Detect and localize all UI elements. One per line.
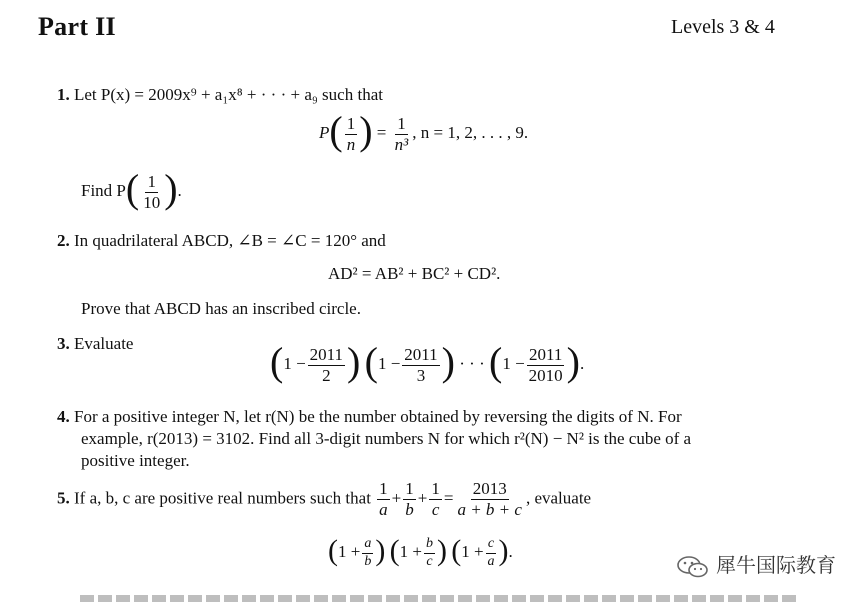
problem-text: , evaluate	[525, 488, 592, 508]
numerator: 1	[147, 171, 156, 191]
paren-open: (	[488, 339, 503, 384]
problem-4-line-1	[57, 407, 682, 427]
paren-close: )	[436, 534, 447, 567]
find-text: Find P	[81, 180, 126, 200]
ellipsis: · · ·	[459, 353, 485, 373]
equals: =	[376, 122, 387, 142]
denominator: 2	[322, 365, 331, 385]
equation-tail: , n = 1, 2, . . . , 9.	[412, 122, 529, 142]
paren-close: )	[498, 534, 509, 567]
numerator: 2011	[309, 344, 344, 364]
fraction	[402, 346, 439, 385]
fraction	[362, 537, 373, 569]
problem-text: Evaluate	[74, 334, 134, 353]
paren-close: )	[441, 339, 455, 384]
levels-label: Levels 3 & 4	[671, 16, 775, 38]
problem-3-statement	[57, 334, 133, 354]
fraction	[345, 115, 358, 154]
term: 1 −	[283, 353, 306, 373]
numerator: a	[362, 537, 373, 554]
problem-2-equation: AD² = AB² + BC² + CD².	[328, 264, 501, 283]
problem-4-line-2: example, r(2013) = 3102. Find all 3-digit numbers N for which r²(N) − N² is the cube of a	[81, 429, 692, 448]
fraction	[141, 173, 162, 212]
fraction	[424, 537, 435, 569]
paren-open: (	[364, 339, 378, 384]
problem-5-product	[328, 536, 513, 570]
problem-2-statement	[57, 231, 386, 251]
denominator: b	[405, 499, 414, 519]
fraction	[308, 346, 345, 385]
cropped-text-line	[80, 590, 800, 602]
problem-4-line-3: positive integer.	[81, 451, 190, 470]
fraction	[429, 480, 442, 519]
equals: =	[443, 488, 454, 508]
numerator: 1	[346, 113, 356, 133]
paren-open: (	[451, 534, 462, 567]
wechat-icon	[676, 555, 710, 579]
numerator: 2011	[404, 344, 438, 364]
numerator: 1	[379, 479, 388, 498]
denominator: n³	[394, 134, 409, 154]
paren-open: (	[125, 166, 140, 211]
problem-text: In quadrilateral ABCD, ∠B = ∠C = 120° and	[74, 231, 386, 250]
fraction	[455, 480, 524, 519]
denominator: a	[487, 553, 495, 569]
term: 1 −	[502, 353, 525, 373]
problem-text: Let P(x) = 2009x⁹ + a₁x⁸ + · · · + a₉ such that	[74, 85, 383, 104]
wechat-watermark	[676, 549, 836, 579]
problem-number: 3.	[57, 334, 70, 353]
fraction	[377, 480, 390, 519]
fraction	[527, 346, 565, 385]
paren-open: (	[329, 108, 343, 153]
problem-text: If a, b, c are positive real numbers such that	[74, 488, 371, 508]
denominator: c	[431, 499, 440, 519]
numerator: 2013	[472, 479, 507, 498]
denominator: a	[379, 499, 388, 519]
period: .	[579, 353, 585, 373]
denominator: 2010	[528, 365, 563, 385]
problem-number: 4.	[57, 407, 70, 426]
problem-number: 2.	[57, 231, 70, 250]
numerator: 2011	[528, 344, 563, 364]
denominator: 3	[416, 365, 426, 385]
watermark-text: 犀牛国际教育	[716, 553, 836, 577]
problem-text: For a positive integer N, let r(N) be the number obtained by reversing the digits of N. For	[74, 407, 682, 426]
fraction	[403, 480, 416, 519]
plus: +	[417, 488, 428, 508]
problem-2-prove: Prove that ABCD has an inscribed circle.	[81, 299, 361, 318]
term: 1 +	[399, 541, 422, 561]
fraction	[393, 115, 411, 154]
numerator: 1	[431, 479, 440, 498]
fraction	[486, 537, 497, 569]
paren-close: )	[347, 339, 361, 384]
denominator: n	[346, 134, 356, 154]
term: 1 +	[338, 541, 361, 561]
paren-close: )	[359, 108, 373, 153]
paren-open: (	[328, 534, 338, 567]
numerator: c	[486, 537, 496, 554]
problem-1-find	[81, 166, 182, 212]
problem-1-statement	[57, 85, 383, 105]
numerator: 1	[405, 479, 414, 498]
plus: +	[391, 488, 402, 508]
paren-open: (	[270, 339, 284, 384]
period: .	[508, 541, 513, 561]
problem-number: 5.	[57, 488, 70, 508]
problem-1-equation	[319, 108, 529, 154]
denominator: c	[426, 553, 433, 569]
term: 1 −	[377, 353, 401, 373]
problem-5-statement	[57, 480, 591, 519]
paren-close: )	[566, 339, 580, 384]
denominator: a + b + c	[457, 499, 522, 519]
paren-close: )	[375, 534, 386, 567]
problem-number: 1.	[57, 85, 70, 104]
paren-close: )	[164, 166, 178, 211]
term: 1 +	[461, 541, 484, 561]
numerator: b	[424, 537, 435, 554]
math-symbol: P	[319, 122, 330, 142]
numerator: 1	[397, 113, 406, 133]
problem-3-product	[270, 339, 585, 385]
part-title: Part II	[38, 12, 116, 41]
denominator: 10	[143, 192, 161, 212]
denominator: b	[364, 553, 372, 569]
paren-open: (	[389, 534, 400, 567]
period: .	[177, 180, 182, 200]
